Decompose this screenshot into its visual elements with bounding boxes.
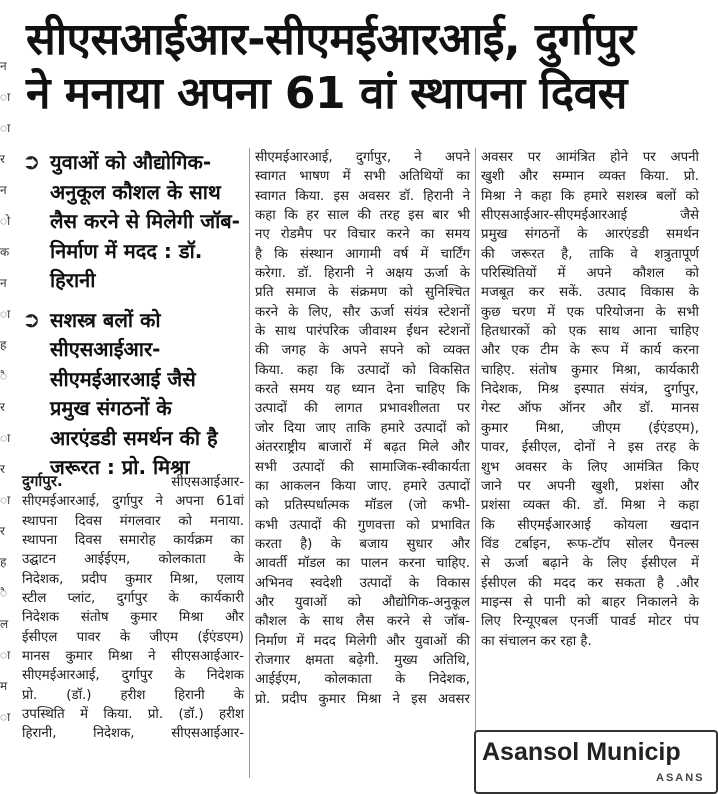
edge-fragment: ा bbox=[0, 493, 11, 507]
article-line: परिस्थितियों में अपने कौशल को bbox=[481, 266, 699, 282]
article-line: कि सीएमईआरआई कोयला खदान bbox=[481, 517, 699, 533]
article-line: का आकलन किया जाए. हमारे उत्पादों bbox=[255, 478, 470, 494]
advertisement-box bbox=[474, 730, 718, 794]
article-line: करते समय यह ध्यान देना चाहिए कि bbox=[255, 382, 470, 398]
article-line: और एक टीम के रूप में कार्य करना bbox=[481, 343, 699, 359]
article-line: उद्घाटन आईईएम, कोलकाता के bbox=[22, 552, 244, 568]
summary-bullet bbox=[22, 306, 242, 483]
edge-fragment: क bbox=[0, 245, 10, 259]
headline-line-2: ने मनाया अपना 61 वां स्थापना दिवस bbox=[26, 68, 627, 119]
article-line: उत्पादों की लागत प्रभावशीलता पर bbox=[255, 401, 470, 417]
article-line: करेगा. डॉ. हिरानी ने अक्षय ऊर्जा के bbox=[255, 266, 470, 282]
edge-fragment: ह bbox=[0, 338, 7, 352]
article-line: नए रोडमैप पर विचार करने का समय bbox=[255, 227, 470, 243]
edge-fragment: ा bbox=[0, 90, 11, 104]
summary-bullet bbox=[22, 148, 242, 296]
article-line: उपस्थिति में किया. प्रो. (डॉ.) हरीश bbox=[22, 707, 244, 723]
edge-fragment: ा bbox=[0, 121, 11, 135]
bullet-text: सशस्त्र बलों को सीएसआईआर-सीएमईआरआई जैसे प्रमुख संगठनों के आरएंडडी समर्थन की है जरूरत : प्रो. मिश्रा bbox=[50, 307, 218, 479]
article-column-3 bbox=[481, 148, 699, 651]
left-edge-adjacent-text bbox=[0, 0, 9, 784]
article-line: मानस कुमार मिश्रा ने सीएसआईआर- bbox=[22, 649, 244, 665]
edge-fragment: ा bbox=[0, 710, 11, 724]
article-line: अंतरराष्ट्रीय बाजारों में बढ़त मिले और bbox=[255, 440, 470, 456]
article-line: अभिनव स्वदेशी उत्पादों के विकास bbox=[255, 575, 470, 591]
article-line bbox=[22, 472, 244, 492]
article-line: निदेशक, मिश्र इस्पात संयंत्र, दुर्गापुर, bbox=[481, 382, 699, 398]
article-line: कहा कि हर साल की तरह इस बार भी bbox=[255, 208, 470, 224]
summary-bullets bbox=[22, 148, 242, 493]
article-line: प्रशंसा व्यक्त की. डॉ. मिश्रा ने कहा bbox=[481, 498, 699, 514]
article-line: कभी उत्पादों की गुणवत्ता को प्रभावित bbox=[255, 517, 470, 533]
edge-fragment: न bbox=[0, 276, 7, 290]
article-line: सीएमईआरआई, दुर्गापुर के निदेशक bbox=[22, 668, 244, 684]
article-line: कुमार मिश्रा, जीएम (ईएंडएम), bbox=[481, 420, 699, 436]
article-line: प्रो. प्रदीप कुमार मिश्रा ने इस अवसर bbox=[255, 691, 470, 707]
article-line: और युवाओं को औद्योगिक-अनुकूल bbox=[255, 594, 470, 610]
article-column-2 bbox=[255, 148, 470, 709]
article-line: को प्रतिस्पर्धात्मक मॉडल (जो कभी- bbox=[255, 498, 470, 514]
article-column-1 bbox=[22, 472, 244, 744]
article-line: लिए रिन्यूएबल एनर्जी पावर्ड मोटर पंप bbox=[481, 614, 699, 630]
article-line: अवसर पर आमंत्रित होने पर अपनी bbox=[481, 150, 699, 165]
edge-fragment: ा bbox=[0, 307, 11, 321]
article-line: स्थापना दिवस समारोह कार्यक्रम का bbox=[22, 533, 244, 549]
article-line: की जरूरत है, ताकि वे शत्रुतापूर्ण bbox=[481, 246, 699, 262]
ad-subtitle: ASANS bbox=[656, 772, 705, 784]
article-line: विंड टर्बाइन, रूफ-टॉप सोलर पैनल्स bbox=[481, 536, 699, 552]
headline-line-1: सीएसआईआर-सीएमईआरआई, दुर्गापुर bbox=[26, 14, 636, 65]
article-line: का संचालन कर रहा है. bbox=[481, 633, 592, 649]
article-line: खुशी और सम्मान व्यक्त किया. प्रो. bbox=[481, 169, 699, 185]
article-line: ईसीएल पावर के जीएम (ईएंडएम) bbox=[22, 629, 244, 645]
article-line: कुछ चरण में एक परियोजना के सभी bbox=[481, 304, 699, 320]
article-line: मिश्रा ने कहा कि हमारे सशस्त्र बलों को bbox=[481, 188, 699, 204]
article-line: सीएमईआरआई, दुर्गापुर, ने अपने bbox=[255, 150, 470, 165]
edge-fragment: र bbox=[0, 400, 5, 414]
article-line: करने के लिए, सौर ऊर्जा संयंत्र स्टेशनों bbox=[255, 304, 470, 320]
article-line: हिरानी, निदेशक, सीएसआईआर- bbox=[22, 726, 244, 742]
article-line: निर्माण में मदद मिलेगी और युवाओं की bbox=[255, 633, 470, 649]
article-line: कौशल के साथ लैस करने से जॉब- bbox=[255, 614, 470, 630]
edge-fragment: ै bbox=[0, 586, 8, 600]
article-line: रोजगार क्षमता बढ़ेगी. मुख्य अतिथि, bbox=[255, 652, 470, 668]
bullet-arrow-icon: ➲ bbox=[22, 150, 41, 175]
edge-fragment: र bbox=[0, 462, 5, 476]
article-line: स्वागत भाषण में सभी अतिथियों का bbox=[255, 169, 470, 185]
ad-title: Asansol Municip bbox=[482, 738, 681, 766]
article-line: निदेशक संतोष कुमार मिश्रा और bbox=[22, 610, 244, 626]
article-line: आवर्ती मॉडल का पालन करना चाहिए. bbox=[255, 556, 470, 572]
article-line: गेस्ट ऑफ ऑनर और डॉ. मानस bbox=[481, 401, 699, 417]
column-divider bbox=[475, 148, 476, 733]
article-line: करता है) के बजाय सुधार और bbox=[255, 536, 470, 552]
dateline: दुर्गापुर. bbox=[22, 472, 63, 490]
article-line: प्रति समाज के संक्रमण को सुनिश्चित bbox=[255, 285, 470, 301]
article-line: माइन्स से पानी को बाहर निकालने के bbox=[481, 594, 699, 610]
edge-fragment: ह bbox=[0, 555, 7, 569]
article-line: शुभ अवसर के लिए आमंत्रित किए bbox=[481, 459, 699, 475]
bullet-text: युवाओं को औद्योगिक-अनुकूल कौशल के साथ लैस करने से मिलेगी जॉब-निर्माण में मदद : डॉ. हिरानी bbox=[50, 150, 240, 292]
edge-fragment: र bbox=[0, 152, 5, 166]
article-line: किया. कहा कि उत्पादों को विकसित bbox=[255, 362, 470, 378]
bullet-arrow-icon: ➲ bbox=[22, 307, 41, 333]
article-line-text: सीएसआईआर- bbox=[171, 475, 244, 490]
edge-fragment: न bbox=[0, 59, 7, 73]
article-line: जाने पर अपनी खुशी, प्रशंसा और bbox=[481, 478, 699, 494]
article-line: जोर दिया जाए ताकि हमारे उत्पादों को bbox=[255, 420, 470, 436]
article-line: ईसीएल की मदद कर सकता है .और bbox=[481, 575, 699, 591]
article-line: है कि संस्थान आगामी वर्ष में चार्टिंग bbox=[255, 246, 470, 262]
article-line: सीएसआईआर-सीएमईआरआई जैसे bbox=[481, 208, 699, 224]
article-line: आईईएम, कोलकाता के निदेशक, bbox=[255, 672, 470, 688]
article-line: प्रो. (डॉ.) हरीश हिरानी के bbox=[22, 687, 244, 703]
edge-fragment: ा bbox=[0, 431, 11, 445]
edge-fragment: न bbox=[0, 183, 7, 197]
article-line: सभी उत्पादों की सामाजिक-स्वीकार्यता bbox=[255, 459, 470, 475]
article-line: हितधारकों को एक साथ आना चाहिए bbox=[481, 324, 699, 340]
article-line: पावर, ईसीएल, दोनों ने इस तरह के bbox=[481, 440, 699, 456]
article-line: प्रमुख संगठनों के आरएंडडी समर्थन bbox=[481, 227, 699, 243]
article-line: मजबूत कर सकें. उत्पाद विकास के bbox=[481, 285, 699, 301]
article-line: सीएमईआरआई, दुर्गापुर ने अपना 61वां bbox=[22, 494, 244, 510]
edge-fragment: ल bbox=[0, 617, 9, 631]
article-line: स्टील प्लांट, दुर्गापुर के कार्यकारी bbox=[22, 591, 244, 607]
column-divider bbox=[249, 148, 250, 778]
edge-fragment: ै bbox=[0, 369, 8, 383]
edge-fragment: ो bbox=[0, 214, 11, 228]
article-line: स्थापना दिवस मंगलवार को मनाया. bbox=[22, 513, 244, 529]
edge-fragment: ा bbox=[0, 648, 11, 662]
edge-fragment: र bbox=[0, 524, 5, 538]
article-line: निदेशक, प्रदीप कुमार मिश्रा, एलाय bbox=[22, 571, 244, 587]
article-line: से ऊर्जा बढ़ाने के लिए ईसीएल में bbox=[481, 556, 699, 572]
edge-fragment: म bbox=[0, 679, 8, 693]
article-line: चाहिए. संतोष कुमार मिश्रा, कार्यकारी bbox=[481, 362, 699, 378]
article-line: की जगह के अपने सपने को व्यक्त bbox=[255, 343, 470, 359]
article-line: के साथ पारंपरिक जीवाश्म ईंधन स्टेशनों bbox=[255, 324, 470, 340]
article-line: स्वागत किया. इस अवसर डॉ. हिरानी ने bbox=[255, 188, 470, 204]
